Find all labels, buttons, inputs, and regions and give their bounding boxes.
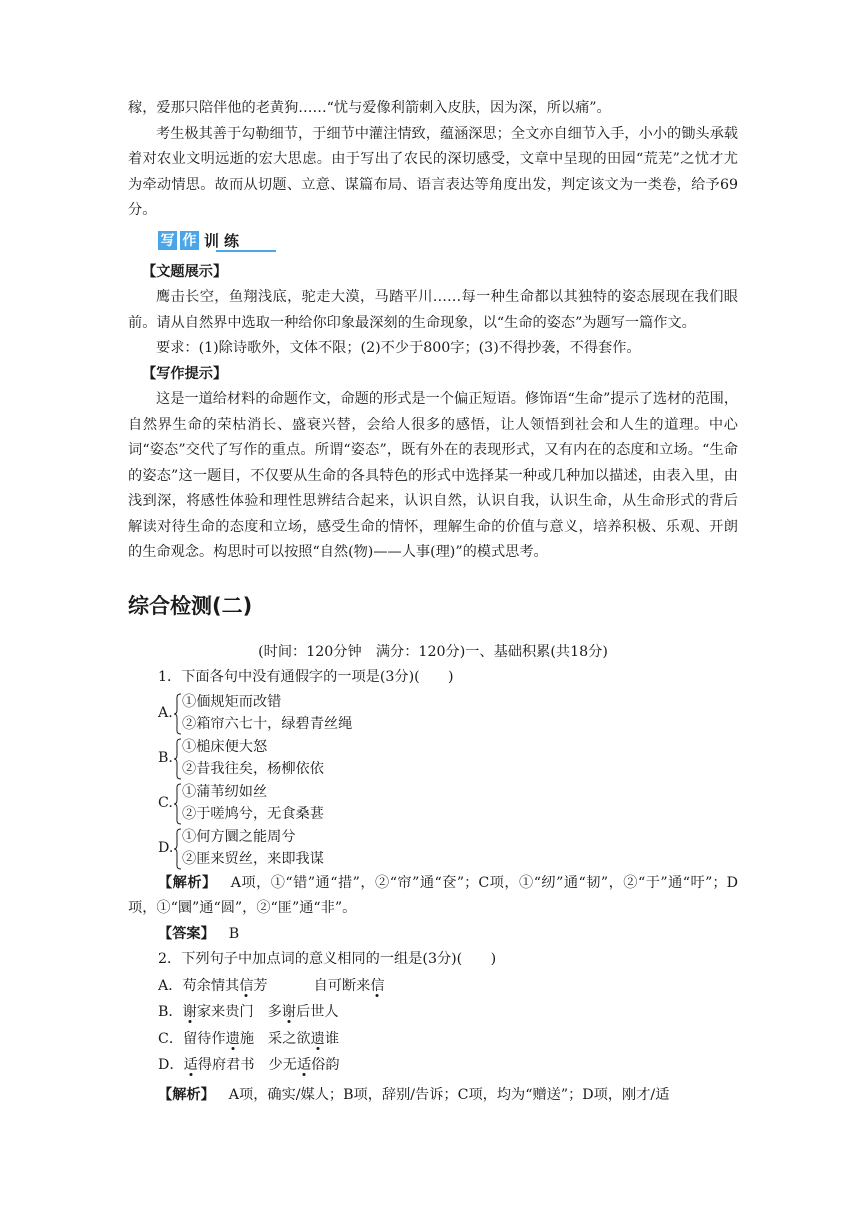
badge-char-1: 写	[158, 231, 177, 250]
badge-char-2: 作	[180, 231, 199, 250]
analysis-label: 【解析】	[158, 874, 217, 891]
prompt-body: 鹰击长空，鱼翔浅底，驼走大漠，马踏平川……每一种生命都以其独特的姿态展现在我们眼前。请从自然界中选取一种给你印象最深刻的生命现象，以“生命的姿态”为题写一篇作文。	[128, 289, 738, 331]
option-letter: D.	[158, 840, 174, 856]
choice-text: 后世人	[296, 1004, 339, 1020]
choice-letter: D．	[158, 1057, 184, 1073]
q2-choices	[158, 973, 738, 1079]
choice-text: 自可断来	[313, 977, 371, 994]
choice-text: 留待作	[183, 1030, 226, 1047]
essay-comment-paragraph: 考生极其善于勾勒细节，于细节中灌注情致，蕴涵深思；全文亦自细节入手，小小的锄头承载着对农业文明远逝的宏大思虑。由于写出了农民的深切感受，文章中呈现的田园“荒芜”之忧才尤为牵动情思。故而从切题、立意、谋篇布局、语言表达等角度出发，判定该文为一类卷，给予69分。	[128, 125, 738, 218]
analysis-text: A项，确实/媒人；B项，辞别/告诉；C项，均为“赠送”；D项，刚才/适	[228, 1086, 670, 1103]
choice-text: 少无	[268, 1057, 297, 1073]
q1-stem: 1．下面各句中没有通假字的一项是(3分)( )	[158, 669, 454, 685]
prompt-requirements: 要求：(1)除诗歌外，文体不限；(2)不少于800字；(3)不得抄袭，不得套作。	[156, 340, 641, 356]
dotted-word: 谢	[182, 1004, 197, 1020]
choice-text: 芳	[253, 977, 268, 994]
answer-value: B	[228, 925, 240, 942]
tips-body: 这是一道给材料的命题作文，命题的形式是一个偏正短语。修饰语“生命”提示了选材的范围，自然界生命的荣枯消长、盛衰兴替，会给人很多的感悟，让人领悟到社会和人生的道理。中心词“姿态”交代了写作的重点。所谓“姿态”，既有外在的表现形式，又有内在的态度和立场。“生命的姿态”这一题目，不仅要从生命的各具特色的形式中选择某一种或几种加以描述，由表入里，由浅到深，将感性体验和理性思辨结合起来，认识自然，认识自我，认识生命，从生命形式的背后解读对待生命的态度和立场，感受生命的情怀，理解生命的价值与意义，培养积极、乐观、开朗的生命观念。构思时可以按照“自然(物)——人事(理)”的模式思考。	[128, 391, 738, 560]
q1-answer	[128, 922, 738, 948]
q1-option-c	[158, 781, 738, 826]
dotted-word: 遗	[225, 1030, 240, 1047]
choice-text: 苟余情其	[182, 977, 240, 994]
q2-choice-d	[158, 1052, 738, 1079]
choice-text: 采之欲	[268, 1030, 311, 1047]
q2-analysis	[128, 1083, 738, 1109]
choice-text: 俗韵	[311, 1057, 340, 1073]
q2-choice-c	[158, 1026, 738, 1053]
choice-letter: C．	[158, 1030, 184, 1047]
option-letter: A.	[158, 705, 173, 721]
page-content	[128, 96, 738, 1108]
q1-option-d	[158, 826, 738, 871]
option-line: ②昔我往矣，杨柳依依	[182, 761, 324, 777]
option-line: ①何方圜之能周兮	[182, 828, 296, 845]
writing-training-badge	[158, 230, 738, 260]
exam-meta: (时间：120分钟 满分：120分)一、基础积累(共18分)	[258, 643, 608, 660]
exam-title: 综合检测(二)	[128, 593, 253, 618]
option-line: ①偭规矩而改错	[182, 693, 282, 710]
dotted-word: 适	[296, 1057, 312, 1073]
option-letter: B.	[158, 750, 173, 766]
badge-label: 训练	[204, 231, 245, 250]
choice-text: 施	[239, 1030, 255, 1047]
q2-stem: 2．下列句子中加点词的意义相同的一组是(3分)( )	[158, 951, 497, 967]
prompt-heading: 【文题展示】	[142, 263, 228, 280]
q1-analysis	[128, 871, 738, 922]
brace-icon	[173, 781, 182, 826]
q2-choice-a	[158, 973, 738, 1000]
brace-icon	[173, 691, 182, 736]
option-line: ②箱帘六七十，绿碧青丝绳	[182, 716, 353, 732]
badge-underline	[216, 250, 276, 252]
dotted-word: 信	[370, 977, 385, 994]
q1-option-a	[158, 691, 738, 736]
dotted-word: 信	[239, 977, 254, 994]
brace-icon	[173, 736, 182, 781]
option-line: ①槌床便大怒	[182, 738, 268, 755]
essay-comment-line: 稼，爱那只陪伴他的老黄狗……“忧与爱像利箭刺入皮肤，因为深，所以痛”。	[128, 100, 611, 116]
choice-text: 谁	[324, 1030, 340, 1047]
q1-options	[128, 691, 738, 871]
option-line: ②匪来贸丝，来即我谋	[182, 851, 324, 867]
tips-heading: 【写作提示】	[142, 365, 228, 382]
option-line: ②于嗟鸠兮，无食桑葚	[182, 806, 324, 822]
analysis-text: A项，①“错”通“措”，②“帘”通“奁”；C项，①“纫”通“韧”，②“于”通“吁”；D项，①“圜”通“圆”，②“匪”通“非”。	[128, 874, 738, 916]
option-letter: C.	[158, 795, 173, 811]
dotted-word: 遗	[310, 1030, 325, 1047]
q1-option-b	[158, 736, 738, 781]
dotted-word: 适	[183, 1057, 198, 1073]
answer-label: 【答案】	[158, 925, 215, 942]
analysis-label: 【解析】	[158, 1086, 215, 1103]
q2-choice-b	[158, 999, 738, 1026]
choice-text: 多	[267, 1004, 282, 1020]
choice-text: 家来贵门	[196, 1004, 254, 1020]
brace-icon	[173, 826, 182, 871]
choice-text: 得府君书	[197, 1057, 255, 1073]
option-line: ①蒲苇纫如丝	[182, 783, 268, 800]
choice-letter: A．	[158, 977, 183, 994]
choice-letter: B．	[158, 1004, 183, 1020]
dotted-word: 谢	[281, 1004, 296, 1020]
